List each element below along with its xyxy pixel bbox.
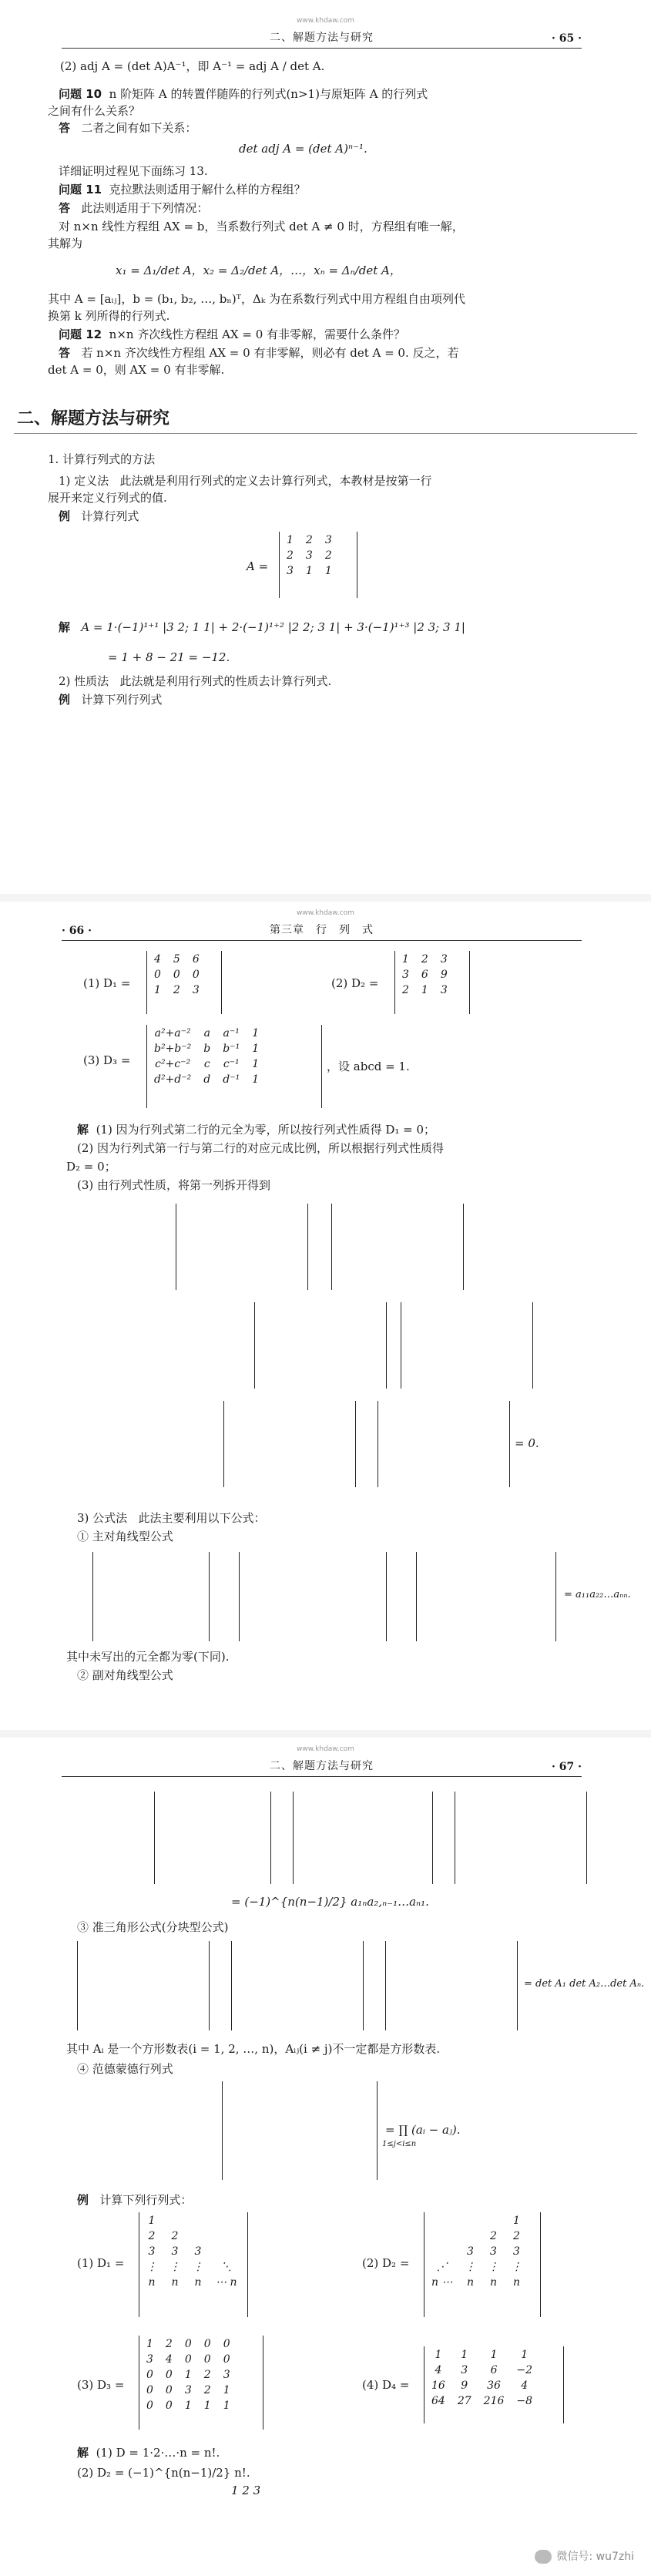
- cell: ⋮: [488, 2261, 499, 2273]
- question-10-text-2: 之间有什么关系？: [48, 104, 141, 118]
- cell: 27: [457, 2395, 471, 2407]
- cell: [426, 2245, 458, 2259]
- cell: 1: [287, 534, 294, 546]
- cell: ⋰: [436, 2261, 448, 2273]
- block-det-3: [385, 1941, 518, 2030]
- cell: 1: [513, 2215, 520, 2227]
- question-12-label: 问题 12: [59, 327, 102, 341]
- cell: 1: [324, 565, 332, 577]
- diag-det-1: [92, 1552, 210, 1641]
- expansion-det-1: [176, 1204, 308, 1290]
- question-10-text: n 阶矩阵 A 的转置伴随阵的行列式(n>1)与原矩阵 A 的行列式: [109, 87, 428, 101]
- cell: 1: [154, 984, 161, 996]
- antidiag-det-3: [455, 1792, 587, 1884]
- e1-determinant: [139, 2212, 248, 2317]
- adj-line: (2) adj A = (det A)A⁻¹，即 A⁻¹ = adj A / det A.: [60, 59, 325, 73]
- cell: c: [203, 1058, 210, 1070]
- cell: 6: [192, 953, 200, 966]
- cell: a⁻¹: [223, 1027, 240, 1039]
- vandermonde-result: = ∏ (aᵢ − aⱼ).: [385, 2123, 461, 2137]
- formula-1-note: 其中未写出的元全都为零(下同).: [66, 1650, 230, 1664]
- cell: n: [194, 2276, 202, 2289]
- vandermonde-subscript: 1≤j<i≤n: [382, 2140, 417, 2148]
- cell: 2: [324, 549, 332, 562]
- d1-determinant: [146, 951, 222, 1014]
- answer-11-line5: 换第 k 列所得的行列式.: [48, 309, 170, 323]
- cell: b⁻¹: [223, 1043, 240, 1055]
- cell: 1: [521, 2349, 529, 2361]
- cell: 2: [173, 984, 180, 996]
- answer-11-line4: 其中 A = [aᵢⱼ]，b = (b₁, b₂, …, bₙ)ᵀ，Δₖ 为在系数行列式中用方程组自由项列代: [48, 292, 466, 306]
- cell: [187, 2214, 209, 2228]
- matrix-A: [279, 532, 357, 598]
- question-12-text: n×n 齐次线性方程组 AX = 0 有非零解，需要什么条件？: [109, 327, 406, 341]
- cell: 1: [305, 565, 313, 577]
- cell: 4: [435, 2364, 442, 2376]
- cell: d⁻¹: [223, 1073, 240, 1086]
- cell: n: [171, 2276, 179, 2289]
- cell: 1: [148, 2215, 156, 2227]
- cell: 0: [146, 2400, 153, 2412]
- cell: 1: [184, 2369, 192, 2381]
- d3-label: (3) D₃ =: [83, 1053, 131, 1067]
- cell: n: [489, 2276, 497, 2289]
- cell: 0: [146, 2384, 153, 2396]
- example-text: 计算行列式: [81, 509, 139, 523]
- subsection-1: 1. 计算行列式的方法: [48, 452, 156, 466]
- e2-label: (2) D₂ =: [362, 2256, 410, 2270]
- e1-label: (1) D₁ =: [77, 2256, 125, 2270]
- formula-3-title: ③ 准三角形公式(分块型公式): [77, 1920, 229, 1934]
- diag-result: = a₁₁a₂₂…aₙₙ.: [564, 1589, 631, 1600]
- cell: [210, 2214, 242, 2228]
- solution-2: (2) D₂ = (−1)^{n(n−1)/2} n!.: [77, 2466, 250, 2480]
- expansion-det-2: [331, 1204, 464, 1290]
- antidiag-result: = (−1)^{n(n−1)/2} a₁ₙa₂,ₙ₋₁…aₙ₁.: [231, 1895, 429, 1909]
- section-divider: [14, 433, 637, 434]
- cell: 1: [146, 2338, 153, 2350]
- header-title: 第三章 行 列 式: [270, 924, 374, 936]
- block-det-2: [231, 1941, 364, 2030]
- cell: b: [203, 1043, 211, 1055]
- e4-table: [424, 2346, 539, 2410]
- page-number: · 66 ·: [62, 925, 92, 937]
- answer-10-formula: det adj A = (det A)ⁿ⁻¹.: [239, 142, 367, 156]
- cell: 1: [402, 953, 409, 966]
- cell: n: [466, 2276, 474, 2289]
- cell: 0: [165, 2384, 173, 2396]
- cell: 1: [203, 2400, 211, 2412]
- cell: [482, 2214, 504, 2228]
- cell: 3: [490, 2245, 497, 2258]
- cell: ⋯ n: [216, 2276, 237, 2289]
- expansion-det-4: [401, 1302, 533, 1389]
- cell: 2: [171, 2230, 179, 2242]
- cell: 6: [490, 2364, 498, 2376]
- question-11-label: 问题 11: [59, 183, 102, 196]
- header-title: 二、解题方法与研究: [270, 1760, 374, 1772]
- property-method-text: 此法就是利用行列式的性质去计算行列式.: [119, 674, 332, 688]
- example-2-text: 计算下列行列式: [81, 693, 163, 707]
- cell: −8: [516, 2395, 533, 2407]
- question-10-label: 问题 10: [59, 87, 102, 101]
- cell: 3: [184, 2384, 192, 2396]
- cell: [426, 2229, 458, 2243]
- cell: 64: [431, 2395, 445, 2407]
- cell: 3: [171, 2245, 179, 2258]
- cell: 4: [154, 953, 161, 966]
- formula-1-title: ① 主对角线型公式: [77, 1530, 173, 1543]
- diag-det-3: [416, 1552, 556, 1641]
- page-number: · 65 ·: [552, 32, 582, 45]
- formula-2-title: ② 副对角线型公式: [77, 1668, 173, 1682]
- site-url: www.khdaw.com: [297, 1745, 354, 1753]
- cell: ⋱: [220, 2261, 232, 2273]
- cell: 2: [148, 2230, 156, 2242]
- cell: ⋮: [465, 2261, 476, 2273]
- page-66: [0, 902, 651, 1738]
- answer-12-line2: det A = 0，则 AX = 0 有非零解.: [48, 363, 225, 377]
- cell: 2: [513, 2230, 520, 2242]
- wechat-icon: [535, 2550, 552, 2564]
- page-separator: [0, 1730, 651, 1738]
- cell: 0: [192, 969, 200, 981]
- example-2-label: 例: [59, 693, 71, 707]
- solution-1: (1) D = 1·2·…·n = n!.: [96, 2446, 220, 2460]
- cell: c²+c⁻²: [155, 1058, 191, 1070]
- antidiag-det-2: [293, 1792, 433, 1884]
- example-label: 例: [77, 2193, 89, 2207]
- cell: 3: [146, 2353, 153, 2366]
- cell: a²+a⁻²: [154, 1027, 191, 1039]
- page-header: [62, 28, 582, 49]
- block-result: = det A₁ det A₂…det Aₙ.: [524, 1978, 645, 1990]
- definition-method-label: 1) 定义法: [59, 474, 109, 488]
- expansion-result: = 0.: [515, 1436, 539, 1450]
- cell: 4: [165, 2353, 173, 2366]
- formula-method-text: 此法主要利用以下公式：: [138, 1511, 266, 1525]
- site-url: www.khdaw.com: [297, 17, 354, 25]
- cell: 1: [252, 1073, 260, 1086]
- block-det-1: [77, 1941, 210, 2030]
- solution-label: 解: [77, 2446, 89, 2460]
- cell: 0: [184, 2353, 192, 2366]
- matrix-A-prefix: A =: [247, 559, 269, 573]
- vandermonde-det: [222, 2081, 378, 2180]
- cell: 3: [513, 2245, 520, 2258]
- cell: ⋮: [193, 2261, 203, 2273]
- e2-determinant: [424, 2212, 541, 2317]
- cell: 3: [148, 2245, 156, 2258]
- cell: 1: [184, 2400, 192, 2412]
- cell: 1: [252, 1058, 260, 1070]
- answer-11-line3: 其解为: [48, 237, 83, 250]
- property-method-label: 2) 性质法: [59, 674, 109, 688]
- solution-1: (1) 因为行列式第二行的元全为零，所以按行列式性质得 D₁ = 0；: [96, 1123, 436, 1137]
- answer-10-text: 二者之间有如下关系：: [81, 121, 197, 135]
- cell: 3: [287, 565, 294, 577]
- d1-label: (1) D₁ =: [83, 976, 131, 990]
- answer-11-text: 此法则适用于下列情况：: [81, 201, 209, 215]
- answer-12-text: 若 n×n 齐次线性方程组 AX = 0 有非零解，则必有 det A = 0. 反之，若: [81, 346, 459, 360]
- question-11-text: 克拉默法则适用于解什么样的方程组？: [109, 183, 306, 196]
- cell: 0: [184, 2338, 192, 2350]
- cell: 2: [203, 2384, 211, 2396]
- cell: 4: [521, 2380, 529, 2392]
- solution-label: 解: [59, 620, 71, 634]
- e3-table: [139, 2336, 237, 2414]
- cell: 2: [165, 2338, 173, 2350]
- cell: 3: [194, 2245, 202, 2258]
- diag-det-2: [239, 1552, 387, 1641]
- watermark-text: 微信号: wu7zhi: [556, 2551, 634, 2563]
- cell: 0: [223, 2338, 230, 2350]
- cell: 9: [461, 2380, 468, 2392]
- e3-label: (3) D₃ =: [77, 2378, 125, 2392]
- cell: [459, 2229, 481, 2243]
- cell: 16: [431, 2380, 445, 2392]
- cell: −2: [516, 2364, 533, 2376]
- cell: 1: [461, 2349, 468, 2361]
- cell: 3: [440, 984, 448, 996]
- cell: 3: [223, 2369, 230, 2381]
- cell: 2: [402, 984, 409, 996]
- cell: 9: [440, 969, 448, 981]
- e1-table: [139, 2212, 243, 2291]
- cell: 36: [487, 2380, 501, 2392]
- formula-method-label: 3) 公式法: [77, 1511, 128, 1525]
- answer-label-11: 答: [59, 201, 71, 215]
- cell: 3: [324, 534, 332, 546]
- answer-label-12: 答: [59, 346, 71, 360]
- cell: 1: [223, 2384, 230, 2396]
- cell: 3: [467, 2245, 474, 2258]
- wechat-watermark: [535, 2548, 634, 2564]
- cell: 1: [490, 2349, 498, 2361]
- d3-table: [147, 1025, 266, 1088]
- cell: 0: [173, 969, 180, 981]
- solution-2: (2) 因为行列式第一行与第二行的对应元成比例，所以根据行列式性质得: [77, 1141, 445, 1155]
- definition-method-text: 此法就是利用行列式的定义去计算行列式，本教材是按第一行: [119, 474, 432, 488]
- cell: 2: [305, 534, 313, 546]
- cell: ⋮: [169, 2261, 180, 2273]
- e4-determinant: [424, 2346, 564, 2423]
- cell: d²+d⁻²: [154, 1073, 192, 1086]
- cell: 1: [421, 984, 428, 996]
- cell: 3: [305, 549, 313, 562]
- cell: 1: [252, 1027, 260, 1039]
- cell: c⁻¹: [223, 1058, 240, 1070]
- cell: 3: [192, 984, 200, 996]
- section-title: 二、解题方法与研究: [17, 409, 170, 428]
- cell: n ⋯: [431, 2276, 453, 2289]
- cell: 2: [490, 2230, 497, 2242]
- answer-label: 答: [59, 121, 71, 135]
- cell: 0: [146, 2369, 153, 2381]
- cell: 0: [165, 2369, 173, 2381]
- site-url: www.khdaw.com: [297, 909, 354, 917]
- cell: 1: [223, 2400, 230, 2412]
- matrix-A-table: [280, 532, 339, 579]
- formula-4-title: ④ 范德蒙德行列式: [77, 2062, 173, 2076]
- d2-table: [395, 951, 455, 999]
- cell: n: [512, 2276, 520, 2289]
- d2-determinant: [394, 951, 470, 1014]
- page-67: [0, 1738, 651, 2576]
- cell: [459, 2214, 481, 2228]
- definition-method-text-2: 展开来定义行列式的值.: [48, 491, 167, 505]
- solution-label: 解: [77, 1123, 89, 1137]
- example-label: 例: [59, 509, 71, 523]
- cramer-formula: x₁ = Δ₁/det A，x₂ = Δ₂/det A，…，xₙ = Δₙ/det A，: [116, 264, 401, 277]
- solution-3: (3) 由行列式性质，将第一列拆开得到: [77, 1178, 271, 1192]
- cell: 3: [440, 953, 448, 966]
- solution-2b: D₂ = 0；: [66, 1160, 116, 1174]
- cell: [187, 2229, 209, 2243]
- cell: d: [203, 1073, 211, 1086]
- cell: 0: [203, 2353, 211, 2366]
- d1-table: [147, 951, 206, 999]
- page-65: [0, 0, 651, 902]
- cell: 2: [203, 2369, 211, 2381]
- example-text: 计算下列行列式：: [99, 2193, 193, 2207]
- header-title: 二、解题方法与研究: [270, 32, 374, 44]
- page-number: · 67 ·: [552, 1761, 582, 1773]
- cell: 0: [223, 2353, 230, 2366]
- cell: 3: [402, 969, 409, 981]
- formula-3-note: 其中 Aᵢ 是一个方形数表(i = 1, 2, …, n)，Aᵢⱼ(i ≠ j)不一定都是方形数表.: [66, 2042, 441, 2056]
- e2-table: [424, 2212, 529, 2291]
- cell: 1: [252, 1043, 260, 1055]
- cell: b²+b⁻²: [154, 1043, 192, 1055]
- solution-line-2: = 1 + 8 − 21 = −12.: [108, 650, 230, 664]
- answer-10-note: 详细证明过程见下面练习 13.: [59, 164, 208, 178]
- d2-label: (2) D₂ =: [331, 976, 379, 990]
- cell: [210, 2245, 242, 2259]
- e3-determinant: [139, 2336, 263, 2430]
- cell: [426, 2214, 458, 2228]
- d3-condition: ，设 abcd = 1.: [327, 1060, 410, 1073]
- cell: ⋮: [511, 2261, 522, 2273]
- cell: 2: [287, 549, 294, 562]
- answer-11-line2: 对 n×n 线性方程组 AX = b，当系数行列式 det A ≠ 0 时，方程组有唯一解，: [59, 220, 464, 233]
- expansion-det-3: [254, 1302, 387, 1389]
- cell: 0: [165, 2400, 173, 2412]
- cell: 1: [435, 2349, 442, 2361]
- cell: [210, 2229, 242, 2243]
- solution-3-partial: 1 2 3: [231, 2484, 261, 2497]
- cell: n: [148, 2276, 156, 2289]
- cell: 2: [421, 953, 428, 966]
- e4-label: (4) D₄ =: [362, 2378, 410, 2392]
- solution-line-1: A = 1·(−1)¹⁺¹ |3 2; 1 1| + 2·(−1)¹⁺² |2 2; 3 1| + 3·(−1)¹⁺³ |2 3; 3 1|: [81, 620, 465, 634]
- cell: [164, 2214, 186, 2228]
- antidiag-det-1: [154, 1792, 271, 1884]
- cell: 0: [154, 969, 161, 981]
- page-header: [62, 1756, 582, 1777]
- cell: 0: [203, 2338, 211, 2350]
- cell: 216: [483, 2395, 505, 2407]
- cell: 5: [173, 953, 180, 966]
- page-separator: [0, 894, 651, 902]
- cell: a: [203, 1027, 210, 1039]
- cell: ⋮: [146, 2261, 157, 2273]
- cell: 3: [461, 2364, 468, 2376]
- page-header: [62, 920, 582, 941]
- d3-determinant: [146, 1025, 322, 1108]
- expansion-det-6: [378, 1401, 510, 1487]
- expansion-det-5: [223, 1401, 356, 1487]
- cell: 6: [421, 969, 428, 981]
